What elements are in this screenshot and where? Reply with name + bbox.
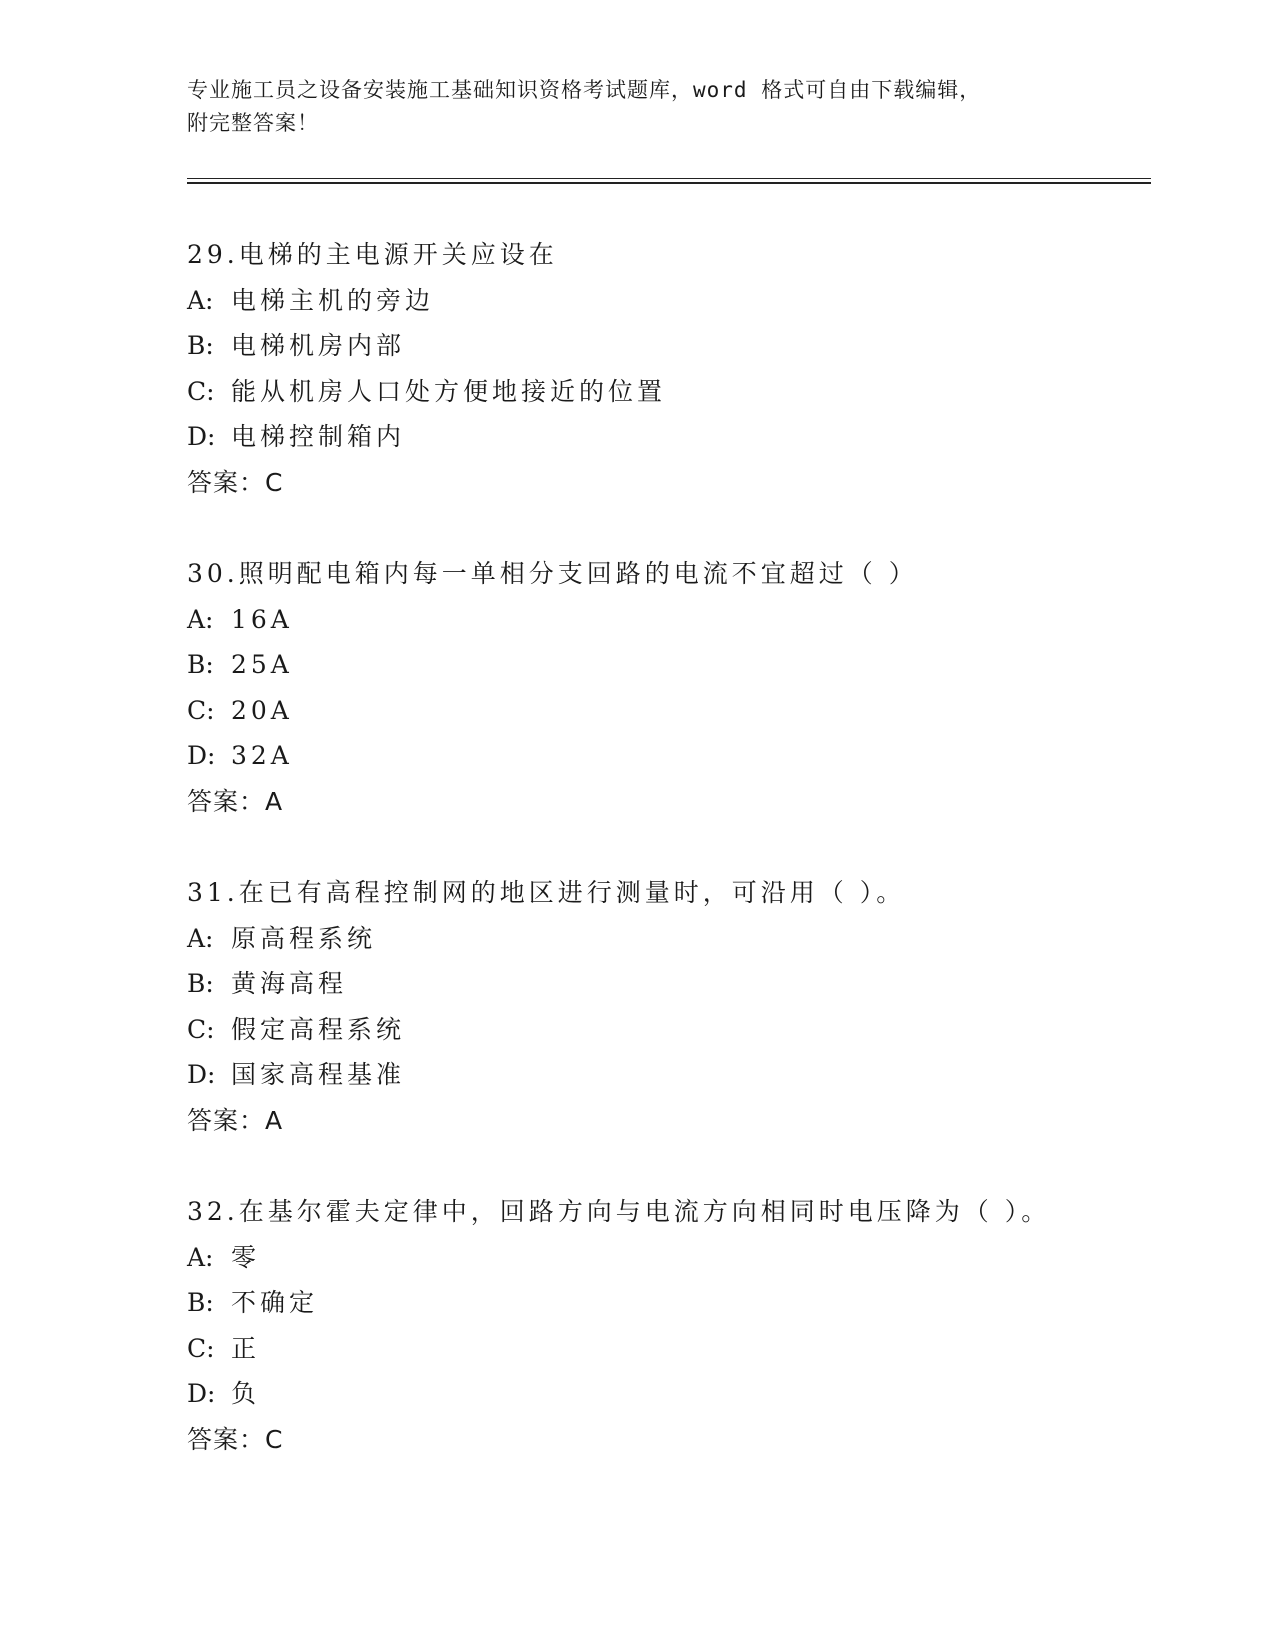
- option-d: [187, 1052, 1147, 1098]
- option-letter: C:: [187, 695, 215, 725]
- question-block: [187, 551, 1147, 824]
- question-stem: 31.在已有高程控制网的地区进行测量时，可沿用（ ）。: [187, 878, 906, 907]
- option-text: 国家高程基准: [231, 1060, 406, 1089]
- option-c: [187, 688, 1147, 734]
- header-divider-thin: [187, 178, 1151, 179]
- option-a: [187, 1235, 1147, 1281]
- option-d: [187, 1371, 1147, 1417]
- option-d: [187, 414, 1147, 460]
- option-letter: B:: [187, 650, 214, 679]
- question-block: [187, 870, 1147, 1143]
- option-a: [187, 916, 1147, 962]
- option-letter: D:: [187, 741, 216, 770]
- option-c: [187, 1007, 1147, 1053]
- option-text: 电梯控制箱内: [231, 422, 406, 451]
- option-letter: B:: [187, 331, 214, 360]
- option-c: [187, 1326, 1147, 1372]
- option-letter: A:: [187, 923, 214, 953]
- option-text: 16A: [231, 604, 293, 634]
- option-text: 32A: [231, 741, 293, 770]
- option-text: 20A: [231, 695, 293, 725]
- option-a: [187, 597, 1147, 643]
- option-letter: A:: [187, 604, 214, 634]
- answer-line: 答案：C: [187, 1424, 284, 1454]
- option-text: 原高程系统: [231, 923, 377, 953]
- option-b: [187, 961, 1147, 1007]
- header-divider-thick: [187, 182, 1151, 184]
- option-b: [187, 323, 1147, 369]
- option-a: [187, 278, 1147, 324]
- answer-line: 答案：A: [187, 1105, 284, 1135]
- document-header: [187, 74, 1087, 140]
- option-letter: A:: [187, 285, 214, 315]
- option-b: [187, 1280, 1147, 1326]
- option-text: 不确定: [231, 1288, 319, 1317]
- answer-line: 答案：C: [187, 467, 284, 497]
- option-letter: D:: [187, 1379, 216, 1408]
- option-text: 负: [231, 1379, 261, 1408]
- option-b: [187, 642, 1147, 688]
- option-letter: C:: [187, 376, 215, 406]
- option-text: 能从机房人口处方便地接近的位置: [231, 376, 667, 406]
- question-block: [187, 232, 1147, 505]
- question-stem: 30.照明配电箱内每一单相分支回路的电流不宜超过（ ）: [187, 559, 918, 588]
- option-letter: A:: [187, 1242, 214, 1272]
- option-letter: D:: [187, 1060, 216, 1089]
- option-letter: C:: [187, 1333, 215, 1363]
- option-text: 电梯机房内部: [231, 331, 406, 360]
- question-stem: 32.在基尔霍夫定律中，回路方向与电流方向相同时电压降为（ ）。: [187, 1197, 1051, 1226]
- option-letter: C:: [187, 1014, 215, 1044]
- question-block: [187, 1189, 1147, 1462]
- option-text: 正: [231, 1333, 261, 1363]
- question-stem: 29.电梯的主电源开关应设在: [187, 240, 558, 269]
- option-text: 假定高程系统: [231, 1014, 406, 1044]
- option-text: 25A: [231, 650, 293, 679]
- header-line-2: 附完整答案！: [187, 111, 319, 135]
- option-letter: D:: [187, 422, 216, 451]
- option-letter: B:: [187, 1288, 214, 1317]
- header-line-1: 专业施工员之设备安装施工基础知识资格考试题库，word 格式可自由下载编辑，: [187, 78, 982, 102]
- option-text: 黄海高程: [231, 969, 348, 998]
- option-text: 电梯主机的旁边: [231, 285, 435, 315]
- option-c: [187, 369, 1147, 415]
- option-d: [187, 733, 1147, 779]
- option-letter: B:: [187, 969, 214, 998]
- answer-line: 答案：A: [187, 786, 284, 816]
- option-text: 零: [231, 1242, 261, 1272]
